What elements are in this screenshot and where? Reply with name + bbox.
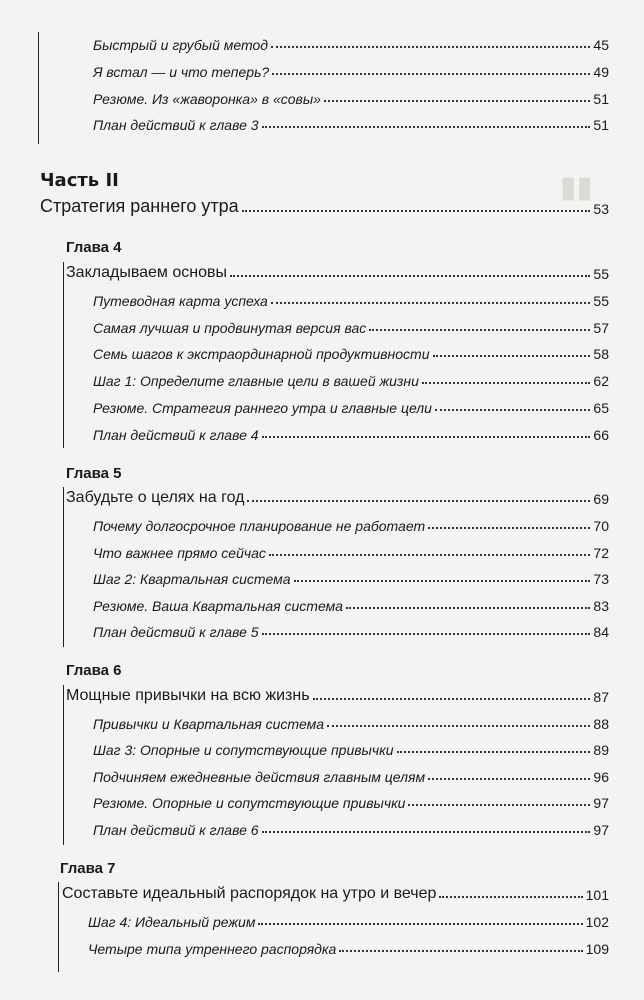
leader-dots <box>397 751 591 753</box>
toc-entry-page: 49 <box>593 64 609 80</box>
toc-entry-title: Шаг 1: Определите главные цели в вашей жизни <box>93 373 419 389</box>
leader-dots <box>339 950 582 952</box>
toc-entry[interactable] <box>93 117 609 133</box>
toc-entry-page: 84 <box>593 624 609 640</box>
chapter-title: Мощные привычки на всю жизнь <box>66 687 310 704</box>
toc-entry-page: 96 <box>593 769 609 785</box>
toc-entry-title: План действий к главе 4 <box>93 427 259 443</box>
chapter-page: 101 <box>585 887 609 903</box>
toc-entry-page: 88 <box>593 716 609 732</box>
bleed-through-decoration: ▮▮ <box>560 170 594 205</box>
toc-entry-title: Четыре типа утреннего распорядка <box>88 941 337 957</box>
toc-entry[interactable] <box>93 624 609 640</box>
toc-entry-page: 109 <box>585 941 609 957</box>
leader-dots <box>408 804 590 806</box>
leader-dots <box>262 126 591 128</box>
leader-dots <box>262 633 591 635</box>
toc-entry[interactable] <box>93 571 609 587</box>
toc-entry-title: Путеводная карта успеха <box>93 293 268 309</box>
leader-dots <box>439 896 582 898</box>
toc-entry[interactable] <box>88 914 609 930</box>
chapter-page: 69 <box>593 491 609 507</box>
toc-entry[interactable] <box>93 346 609 362</box>
part-title-entry[interactable] <box>40 196 609 217</box>
toc-entry-page: 57 <box>593 320 609 336</box>
toc-entry[interactable] <box>93 742 609 758</box>
toc-entry[interactable] <box>93 716 609 732</box>
toc-entry[interactable] <box>93 91 609 107</box>
toc-entry-page: 73 <box>593 571 609 587</box>
toc-entry-page: 89 <box>593 742 609 758</box>
chapter-label: Глава 6 <box>66 662 122 679</box>
toc-entry-page: 51 <box>593 117 609 133</box>
toc-entry-title: Почему долгосрочное планирование не работает <box>93 518 426 534</box>
leader-dots <box>313 698 591 700</box>
toc-entry[interactable] <box>93 769 609 785</box>
chapter-page: 55 <box>593 266 609 282</box>
leader-dots <box>271 302 591 304</box>
leader-dots <box>346 607 590 609</box>
leader-dots <box>247 500 590 502</box>
part-page: 53 <box>593 201 609 217</box>
leader-dots <box>242 210 591 212</box>
toc-entry[interactable] <box>93 822 609 838</box>
toc-entry-page: 97 <box>593 795 609 811</box>
section-rule <box>63 685 64 845</box>
toc-entry-page: 45 <box>593 37 609 53</box>
leader-dots <box>324 100 590 102</box>
toc-entry-title: План действий к главе 3 <box>93 117 259 133</box>
toc-entry-title: Семь шагов к экстраординарной продуктивности <box>93 346 430 362</box>
leader-dots <box>262 436 591 438</box>
toc-entry[interactable] <box>93 320 609 336</box>
toc-entry-title: Я встал — и что теперь? <box>93 64 270 80</box>
leader-dots <box>428 527 590 529</box>
leader-dots <box>369 329 590 331</box>
chapter-label: Глава 7 <box>60 860 116 877</box>
toc-entry-page: 72 <box>593 545 609 561</box>
toc-entry-page: 62 <box>593 373 609 389</box>
toc-entry-title: План действий к главе 5 <box>93 624 259 640</box>
toc-entry-page: 65 <box>593 400 609 416</box>
toc-entry-page: 55 <box>593 293 609 309</box>
toc-entry-title: Резюме. Опорные и сопутствующие привычки <box>93 795 406 811</box>
toc-entry-page: 51 <box>593 91 609 107</box>
toc-entry-page: 58 <box>593 346 609 362</box>
toc-entry-title: Шаг 2: Квартальная система <box>93 571 291 587</box>
toc-entry-title: План действий к главе 6 <box>93 822 259 838</box>
toc-entry-page: 66 <box>593 427 609 443</box>
chapter-title-entry[interactable] <box>66 489 609 507</box>
toc-entry[interactable] <box>93 598 609 614</box>
leader-dots <box>327 725 590 727</box>
toc-entry-title: Самая лучшая и продвинутая версия вас <box>93 320 367 336</box>
toc-entry[interactable] <box>93 37 609 53</box>
toc-entry-title: Подчиняем ежедневные действия главным целям <box>93 769 426 785</box>
toc-entry-page: 102 <box>585 914 609 930</box>
toc-entry-title: Привычки и Квартальная система <box>93 716 325 732</box>
toc-entry-page: 97 <box>593 822 609 838</box>
leader-dots <box>230 275 590 277</box>
toc-entry[interactable] <box>93 400 609 416</box>
chapter-title-entry[interactable] <box>62 885 609 903</box>
chapter-page: 87 <box>593 689 609 705</box>
toc-entry[interactable] <box>93 373 609 389</box>
leader-dots <box>258 923 582 925</box>
leader-dots <box>269 554 591 556</box>
toc-entry-page: 83 <box>593 598 609 614</box>
leader-dots <box>433 355 591 357</box>
leader-dots <box>435 409 590 411</box>
chapter-title: Забудьте о целях на год <box>66 489 245 506</box>
chapter-title: Составьте идеальный распорядок на утро и вечер <box>62 885 437 902</box>
leader-dots <box>422 382 591 384</box>
toc-entry-page: 70 <box>593 518 609 534</box>
chapter-title-entry[interactable] <box>66 687 609 705</box>
section-rule <box>38 32 39 144</box>
toc-entry[interactable] <box>93 293 609 309</box>
section-rule <box>58 882 59 972</box>
toc-entry-title: Резюме. Ваша Квартальная система <box>93 598 343 614</box>
leader-dots <box>428 778 590 780</box>
toc-entry-title: Резюме. Стратегия раннего утра и главные цели <box>93 400 432 416</box>
toc-entry-title: Быстрый и грубый метод <box>93 37 268 53</box>
section-rule <box>63 487 64 647</box>
chapter-title-entry[interactable] <box>66 264 609 282</box>
part-title: Стратегия раннего утра <box>40 196 239 216</box>
section-rule <box>63 262 64 448</box>
toc-entry[interactable] <box>93 427 609 443</box>
leader-dots <box>271 46 590 48</box>
toc-entry-title: Что важнее прямо сейчас <box>93 545 266 561</box>
toc-entry[interactable] <box>93 795 609 811</box>
toc-entry-title: Шаг 3: Опорные и сопутствующие привычки <box>93 742 394 758</box>
leader-dots <box>294 580 591 582</box>
toc-entry[interactable] <box>93 64 609 80</box>
toc-entry[interactable] <box>88 941 609 957</box>
leader-dots <box>262 831 591 833</box>
leader-dots <box>272 73 590 75</box>
toc-entry-title: Резюме. Из «жаворонка» в «совы» <box>93 91 321 107</box>
toc-entry-title: Шаг 4: Идеальный режим <box>88 914 256 930</box>
chapter-label: Глава 4 <box>66 239 122 256</box>
chapter-label: Глава 5 <box>66 465 122 482</box>
part-label: Часть II <box>40 170 119 191</box>
toc-entry[interactable] <box>93 545 609 561</box>
chapter-title: Закладываем основы <box>66 264 228 281</box>
toc-entry[interactable] <box>93 518 609 534</box>
